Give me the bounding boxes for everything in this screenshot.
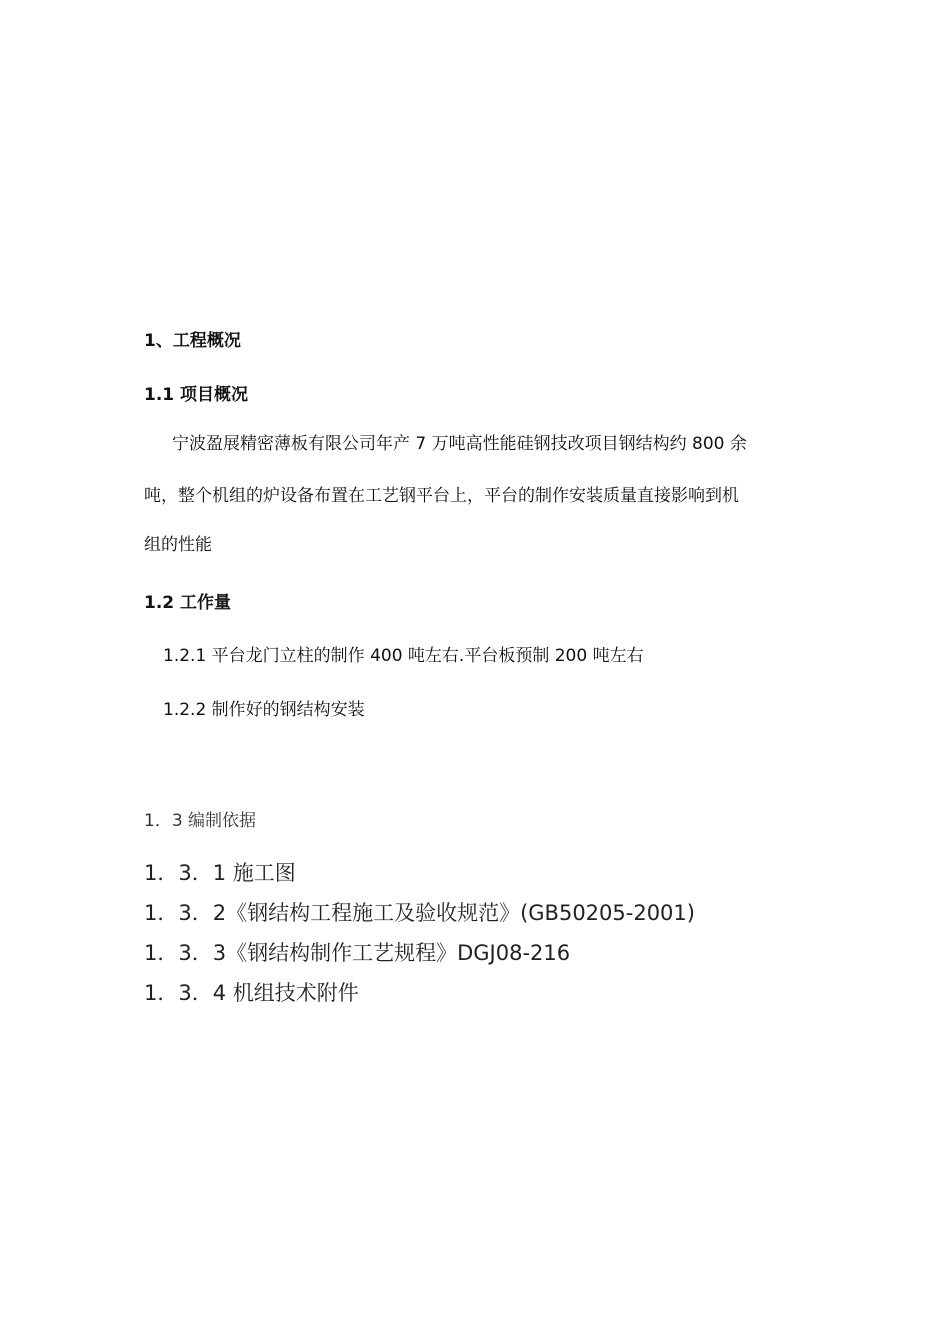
basis-item-4: 1．3．4 机组技术附件 <box>144 981 359 1005</box>
basis-heading: 1．3 编制依据 <box>144 811 257 831</box>
overview-paragraph-line-3: 组的性能 <box>144 535 212 555</box>
overview-paragraph-line-1: 宁波盈展精密薄板有限公司年产 7 万吨高性能硅钢技改项目钢结构约 800 余 <box>172 434 747 454</box>
workload-item-2: 1.2.2 制作好的钢结构安装 <box>163 700 365 720</box>
workload-item-1: 1.2.1 平台龙门立柱的制作 400 吨左右.平台板预制 200 吨左右 <box>163 646 644 666</box>
section-title: 1、工程概况 <box>144 331 241 351</box>
workload-heading: 1.2 工作量 <box>144 593 232 613</box>
basis-item-2: 1．3．2《钢结构工程施工及验收规范》(GB50205-2001) <box>144 901 695 925</box>
overview-heading: 1.1 项目概况 <box>144 385 249 405</box>
overview-paragraph-line-2: 吨，整个机组的炉设备布置在工艺钢平台上，平台的制作安装质量直接影响到机 <box>144 486 739 506</box>
basis-item-3: 1．3．3《钢结构制作工艺规程》DGJ08-216 <box>144 941 571 965</box>
basis-item-1: 1．3．1 施工图 <box>144 861 296 885</box>
